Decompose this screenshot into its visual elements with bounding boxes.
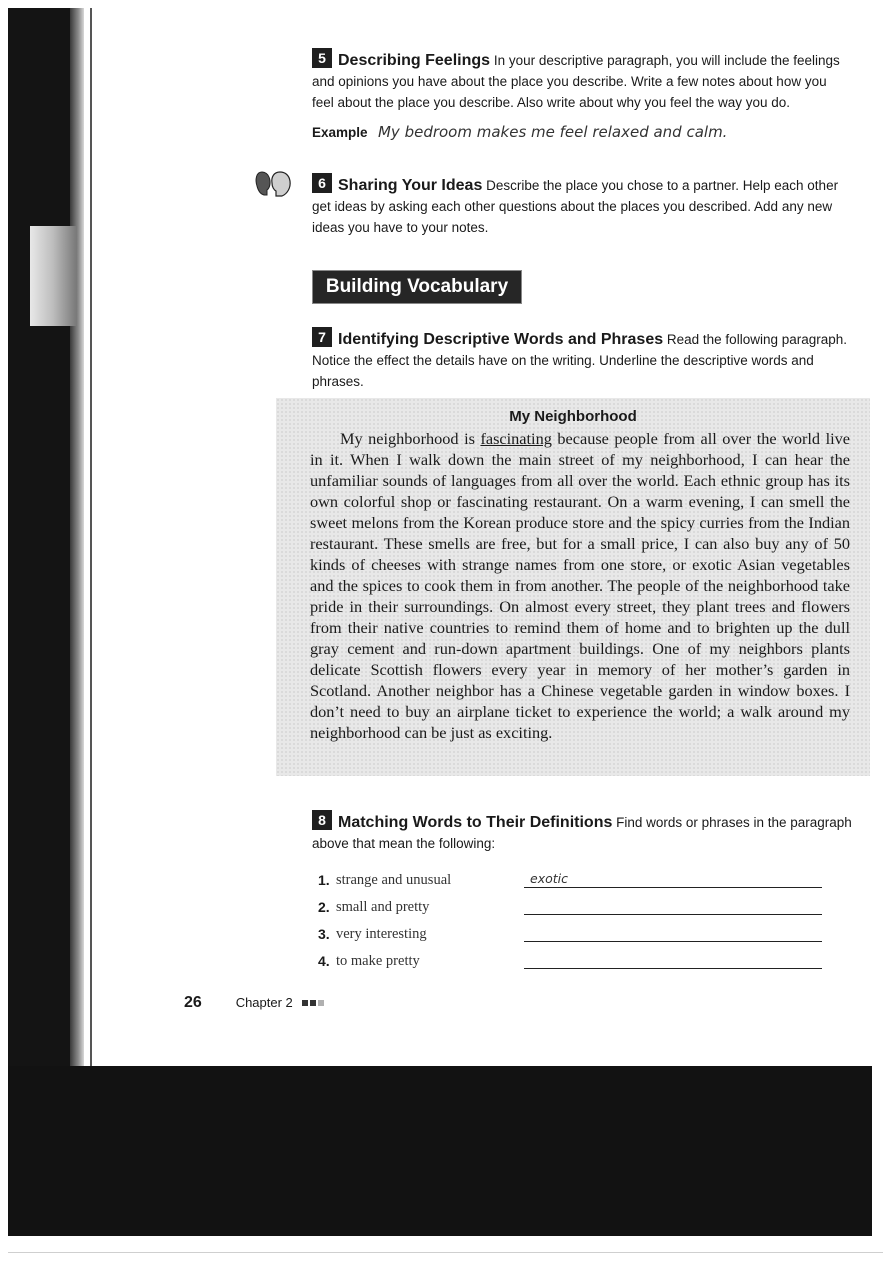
scan-page-edge [70,8,84,1066]
exercise-8 [312,810,852,854]
answer-blank[interactable] [524,941,822,942]
list-item: 4. to make pretty [318,951,838,978]
exercise-number: 5 [312,48,332,68]
scan-foot-line [8,1252,883,1253]
example-answer: My bedroom makes me feel relaxed and calm. [377,123,728,141]
exercise-instructions: In your descriptive paragraph, you will include the feelings and opinions you have about the place you describe. Write a few notes about how you feel about the place you describe. Also write about why you feel the way you do. [312,53,840,110]
exercise-number: 6 [312,173,332,193]
list-item: 1. strange and unusual exotic [318,870,838,897]
reading-title: My Neighborhood [509,408,637,425]
answer-blank[interactable] [524,887,822,888]
exercise-5 [312,48,852,142]
exercise-7 [312,327,852,392]
scan-border-left [8,8,70,1236]
example-line [312,123,852,142]
answer-blank[interactable] [524,914,822,915]
answer-text: exotic [530,871,568,886]
exercise-instructions: Describe the place you chose to a partner. Help each other get ideas by asking each other questions about the places you described. Add any new ideas you have to your notes. [312,178,839,235]
page-footer [184,993,326,1012]
list-item: 3. very interesting [318,924,838,951]
reading-paragraph: My neighborhood is fascinating because people from all over the world live in it. When I walk down the main street of my neighborhood, I can hear the unfamiliar sounds of languages from all over the world. Each ethnic group has its own colorful shop or fascinating restaurant. On a warm evening, I can smell the sweet melons from the Korean produce store and the spicy curries from the Indian restaurant. These smells are free, but for a small price, I can also buy any of 50 kinds of cheeses with strange names from one store, or exotic Asian vegetables and the spices to cook them in from another. The people of the neighborhood take pride in their surroundings. On almost every street, they plant trees and flowers from their native countries to remind them of home and to brighten up the dull gray cement and run-down apartment buildings. One of my neighbors plants delicate Scottish flowers every year in memory of her mother’s garden in Scotland. Another neighbor has a Chinese vegetable garden in window boxes. I don’t need to buy an airplane ticket to experience the world; a walk around my neighborhood can be just as exciting. [310,429,850,742]
exercise-instructions: Find words or phrases in the paragraph above that mean the following: [312,815,852,851]
chapter-squares-icon [302,993,326,1009]
list-item: 2. small and pretty [318,897,838,924]
answer-blank[interactable] [524,968,822,969]
underlined-word: fascinating [480,429,552,448]
scan-gutter-line [90,8,92,1066]
chapter-label: Chapter 2 [235,995,293,1010]
page-number: 26 [184,994,202,1011]
exercise-number: 8 [312,810,332,830]
exercise-6 [312,173,852,238]
reading-body [310,428,850,743]
section-banner: Building Vocabulary [312,270,522,304]
example-label: Example [312,125,368,140]
exercise-title: Matching Words to Their Definitions [338,814,613,831]
scan-border-bottom [8,1066,872,1236]
exercise-title: Sharing Your Ideas [338,177,483,194]
exercise-number: 7 [312,327,332,347]
exercise-title: Identifying Descriptive Words and Phrases [338,331,664,348]
exercise-instructions: Read the following paragraph. Notice the effect the details have on the writing. Underline the descriptive words and phrases. [312,332,848,389]
definition-list [318,870,838,978]
binder-clip [30,226,76,326]
reading-passage [276,398,870,776]
exercise-title: Describing Feelings [338,52,491,69]
partner-icon [254,168,294,198]
